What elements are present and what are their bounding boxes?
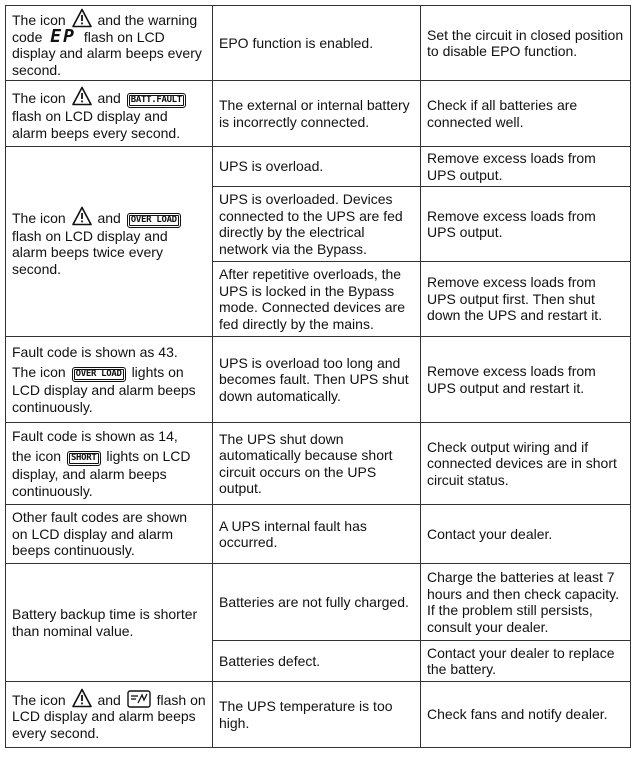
solution-cell: Contact your dealer. bbox=[421, 505, 631, 564]
cause-cell: The UPS shut down automatically because short circuit occurs on the UPS output. bbox=[213, 423, 421, 505]
fan-fault-icon bbox=[127, 690, 151, 708]
cause-cell: The UPS temperature is too high. bbox=[213, 682, 421, 748]
cause-cell: Batteries defect. bbox=[213, 641, 421, 682]
batt-fault-badge: BATT.FAULT bbox=[127, 93, 186, 108]
symptom-cell: Fault code is shown as 43. The icon OVER LOAD lights on LCD display and alarm beeps continuously. bbox=[6, 337, 213, 423]
symptom-cell: Other fault codes are shown on LCD display and alarm beeps continuously. bbox=[6, 505, 213, 564]
table-row bbox=[6, 6, 631, 81]
cause-cell: A UPS internal fault has occurred. bbox=[213, 505, 421, 564]
cause-cell: UPS is overloaded. Devices connected to the UPS are fed directly by the electrical network via the Bypass. bbox=[213, 187, 421, 262]
warning-icon bbox=[72, 688, 92, 708]
warning-icon bbox=[72, 86, 92, 106]
cause-cell: Batteries are not fully charged. bbox=[213, 564, 421, 641]
symptom-cell: The icon and flash on LCD display and alarm beeps every second. bbox=[6, 682, 213, 748]
table-row bbox=[6, 564, 631, 641]
troubleshooting-page bbox=[5, 5, 631, 748]
table-row bbox=[6, 423, 631, 505]
solution-cell: Check fans and notify dealer. bbox=[421, 682, 631, 748]
warning-code: EP bbox=[50, 25, 76, 47]
symptom-cell: The icon and OVER LOAD flash on LCD display and alarm beeps twice every second. bbox=[6, 147, 213, 337]
cause-cell: EPO function is enabled. bbox=[213, 6, 421, 81]
solution-cell: Check output wiring and if connected devices are in short circuit status. bbox=[421, 423, 631, 505]
overload-badge: OVER LOAD bbox=[127, 213, 181, 228]
solution-cell: Remove excess loads from UPS output first. Then shut down the UPS and restart it. bbox=[421, 262, 631, 337]
solution-cell: Remove excess loads from UPS output. bbox=[421, 147, 631, 187]
overload-badge: OVER LOAD bbox=[72, 367, 126, 382]
warning-icon bbox=[72, 206, 92, 226]
cause-cell: After repetitive overloads, the UPS is locked in the Bypass mode. Connected devices are fed directly by the mains. bbox=[213, 262, 421, 337]
warning-icon bbox=[72, 8, 92, 28]
table-row bbox=[6, 505, 631, 564]
solution-cell: Check if all batteries are connected well. bbox=[421, 81, 631, 147]
table-row bbox=[6, 682, 631, 748]
table-row bbox=[6, 147, 631, 187]
solution-cell: Charge the batteries at least 7 hours and then check capacity. If the problem still persists, consult your dealer. bbox=[421, 564, 631, 641]
symptom-cell: The icon and BATT.FAULT flash on LCD display and alarm beeps every second. bbox=[6, 81, 213, 147]
solution-cell: Contact your dealer to replace the battery. bbox=[421, 641, 631, 682]
symptom-cell: The icon and the warning code EP flash on LCD display and alarm beeps every second. bbox=[6, 6, 213, 81]
symptom-cell: Battery backup time is shorter than nominal value. bbox=[6, 564, 213, 682]
solution-cell: Remove excess loads from UPS output. bbox=[421, 187, 631, 262]
troubleshooting-table bbox=[5, 5, 631, 748]
cause-cell: UPS is overload too long and becomes fault. Then UPS shut down automatically. bbox=[213, 337, 421, 423]
solution-cell: Remove excess loads from UPS output and restart it. bbox=[421, 337, 631, 423]
short-badge: SHORT bbox=[67, 451, 101, 466]
table-row bbox=[6, 337, 631, 423]
table-row bbox=[6, 81, 631, 147]
solution-cell: Set the circuit in closed position to disable EPO function. bbox=[421, 6, 631, 81]
cause-cell: The external or internal battery is incorrectly connected. bbox=[213, 81, 421, 147]
symptom-cell: Fault code is shown as 14, the icon SHORT lights on LCD display, and alarm beeps continuously. bbox=[6, 423, 213, 505]
cause-cell: UPS is overload. bbox=[213, 147, 421, 187]
